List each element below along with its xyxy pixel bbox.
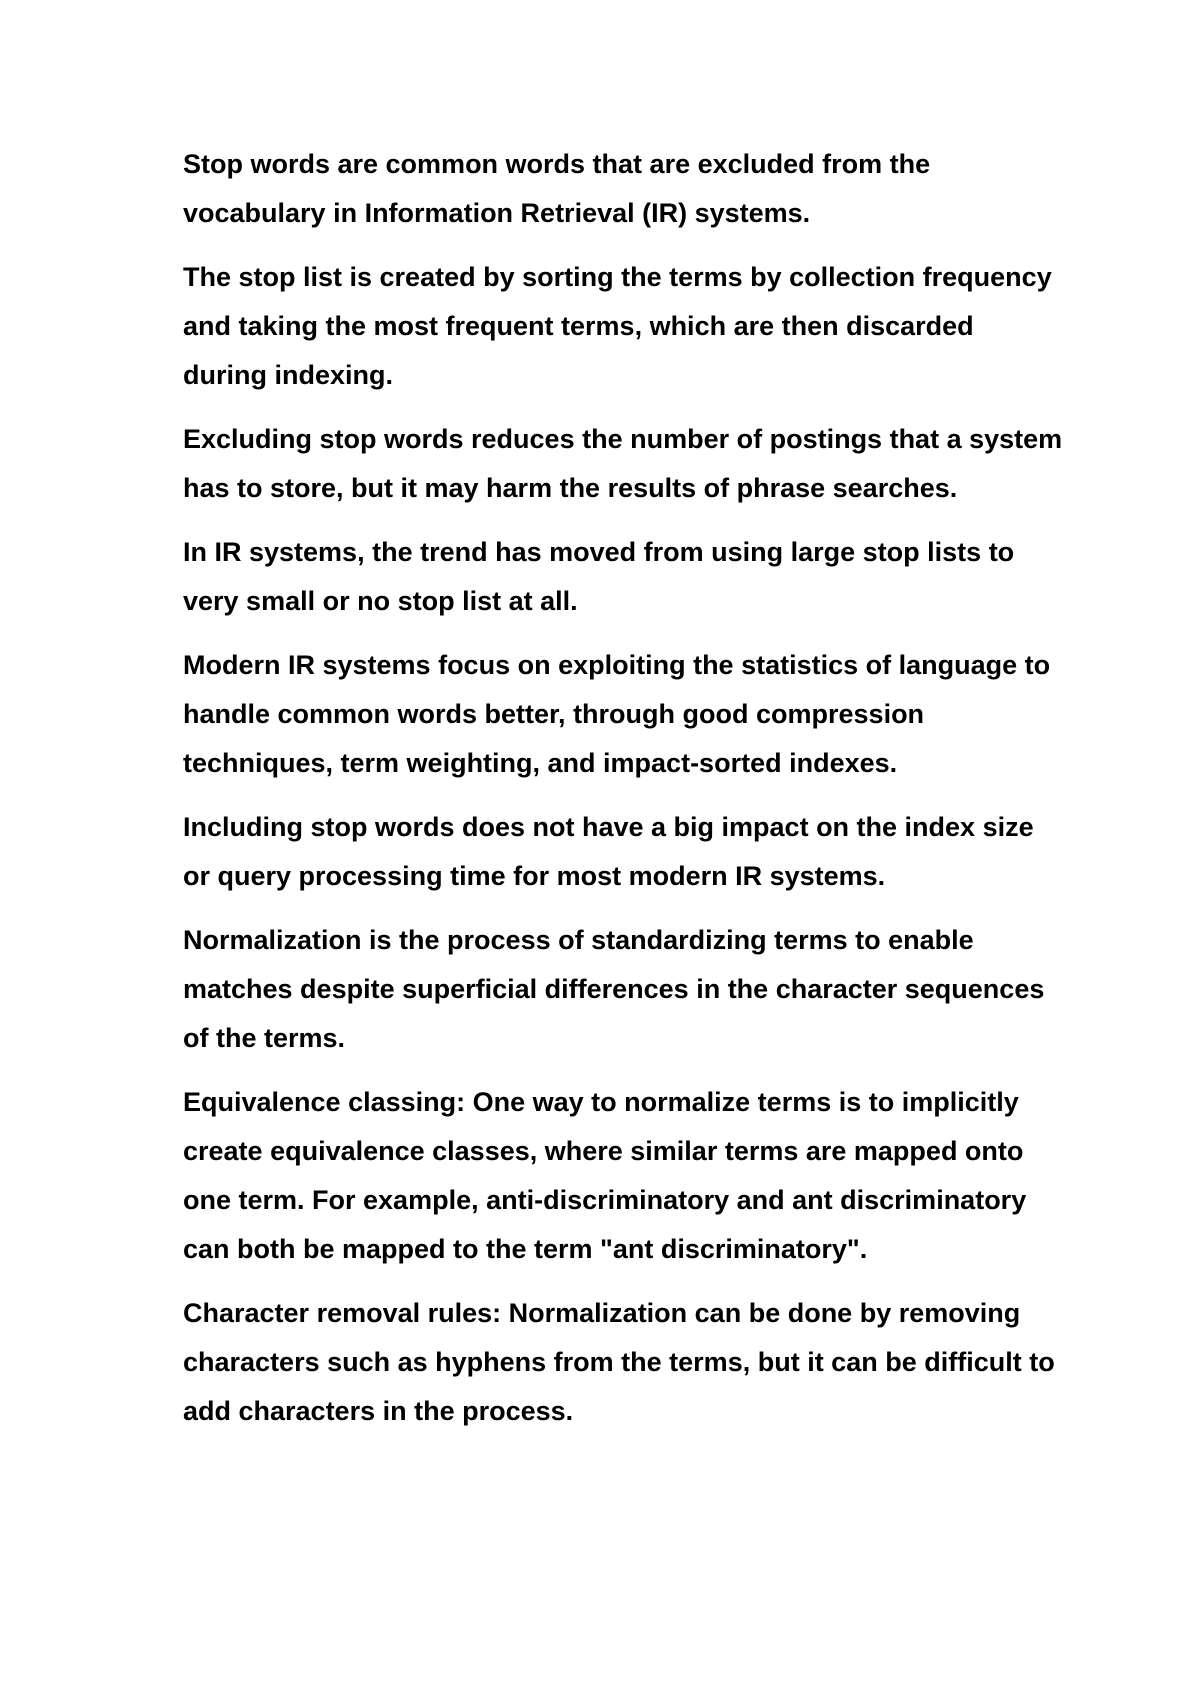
- paragraph-character-removal: Character removal rules: Normalization can be done by removing characters such as hyphens from the terms, but it can be difficult to add characters in the process.: [183, 1298, 1055, 1426]
- paragraph-stop-words-definition: Stop words are common words that are excluded from the vocabulary in Information Retrieval (IR) systems.: [183, 149, 931, 228]
- paragraph-equivalence-classing: Equivalence classing: One way to normalize terms is to implicitly create equivalence classes, where similar terms are mapped onto one term. For example, anti-discriminatory and ant discriminatory can both be mapped to the term "ant discriminatory".: [183, 1087, 1027, 1264]
- paragraph-normalization: Normalization is the process of standardizing terms to enable matches despite superficial differences in the character sequences of the terms.: [183, 925, 1045, 1053]
- paragraph-modern-ir-systems: Modern IR systems focus on exploiting the statistics of language to handle common words better, through good compression techniques, term weighting, and impact-sorted indexes.: [183, 650, 1051, 778]
- document-body: [183, 140, 1063, 1451]
- paragraph-including-stop-words: Including stop words does not have a big impact on the index size or query processing time for most modern IR systems.: [183, 812, 1034, 891]
- paragraph-stop-list-creation: The stop list is created by sorting the terms by collection frequency and taking the most frequent terms, which are then discarded during indexing.: [183, 262, 1052, 390]
- paragraph-excluding-stop-words: Excluding stop words reduces the number of postings that a system has to store, but it may harm the results of phrase searches.: [183, 424, 1063, 503]
- paragraph-stop-list-trend: In IR systems, the trend has moved from using large stop lists to very small or no stop list at all.: [183, 537, 1015, 616]
